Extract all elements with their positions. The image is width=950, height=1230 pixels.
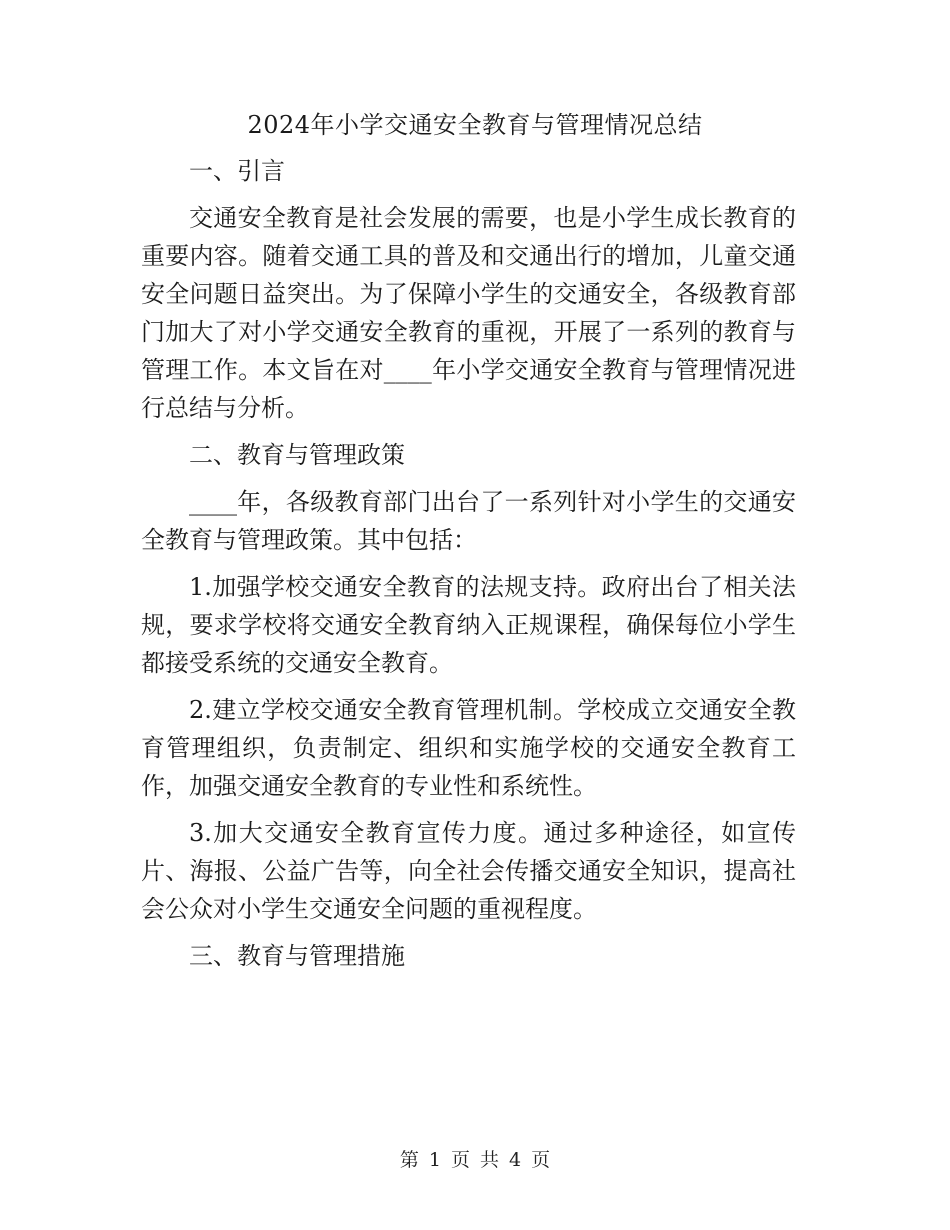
policy-item-2: 2.建立学校交通安全教育管理机制。学校成立交通安全教育管理组织，负责制定、组织和实施学校的交通安全教育工作，加强交通安全教育的专业性和系统性。 bbox=[141, 696, 796, 800]
paragraph-introduction: 交通安全教育是社会发展的需要，也是小学生成长教育的重要内容。随着交通工具的普及和交通出行的增加，儿童交通安全问题日益突出。为了保障小学生的交通安全，各级教育部门加大了对小学交通安全教育的重视，开展了一系列的教育与管理工作。本文旨在对____年小学交通安全教育与管理情况进行总结与分析。 bbox=[141, 204, 796, 422]
policy-item-1: 1.加强学校交通安全教育的法规支持。政府出台了相关法规，要求学校将交通安全教育纳入正规课程，确保每位小学生都接受系统的交通安全教育。 bbox=[141, 573, 796, 677]
heading-introduction: 一、引言 bbox=[189, 157, 285, 185]
document-title: 2024年小学交通安全教育与管理情况总结 bbox=[247, 111, 703, 139]
heading-measures: 三、教育与管理措施 bbox=[189, 942, 405, 970]
paragraph-policy-intro: ____年，各级教育部门出台了一系列针对小学生的交通安全教育与管理政策。其中包括： bbox=[141, 488, 796, 554]
heading-policy: 二、教育与管理政策 bbox=[189, 441, 405, 469]
document-body bbox=[141, 152, 796, 984]
policy-item-3: 3.加大交通安全教育宣传力度。通过多种途径，如宣传片、海报、公益广告等，向全社会传播交通安全知识，提高社会公众对小学生交通安全问题的重视程度。 bbox=[141, 819, 796, 923]
page-number-footer: 第 1 页 共 4 页 bbox=[399, 1149, 551, 1171]
